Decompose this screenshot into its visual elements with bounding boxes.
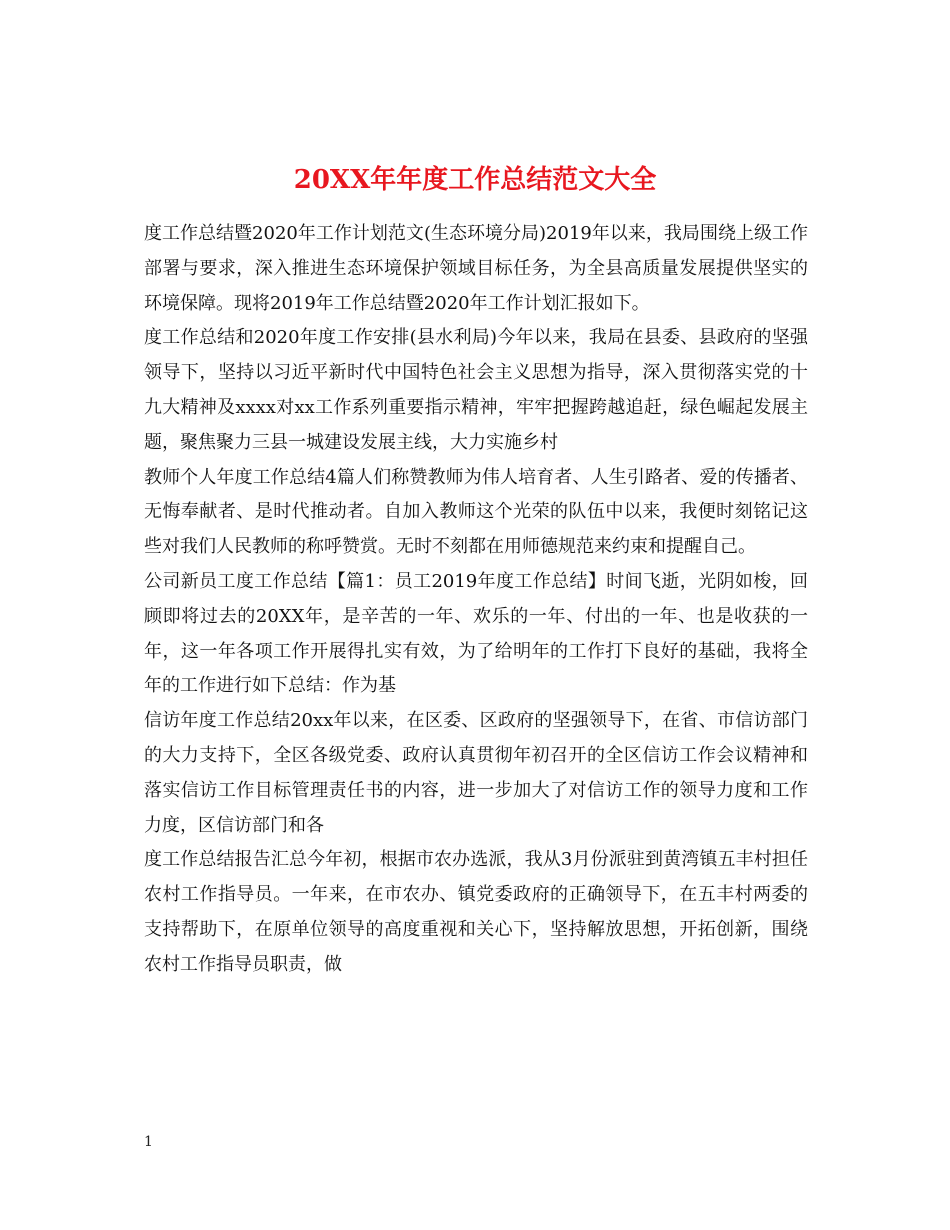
paragraph-environment-bureau: 度工作总结暨2020年工作计划范文(生态环境分局)2019年以来，我局围绕上级工作部署与要求，深入推进生态环境保护领域目标任务，为全县高质量发展提供坚实的环境保障。现将2019年工作总结暨2020年工作计划汇报如下。 — [144, 223, 808, 314]
paragraph-petition-summary: 信访年度工作总结20xx年以来，在区委、区政府的坚强领导下，在省、市信访部门的大力支持下，全区各级党委、政府认真贯彻年初召开的全区信访工作会议精神和落实信访工作目标管理责任书的内容，进一步加大了对信访工作的领导力度和工作力度，区信访部门和各 — [144, 710, 808, 836]
page-number: 1 — [144, 1134, 153, 1150]
paragraph-new-employee-summary: 公司新员工度工作总结【篇1：员工2019年度工作总结】时间飞逝，光阴如梭，回顾即将过去的20XX年，是辛苦的一年、欢乐的一年、付出的一年、也是收获的一年，这一年各项工作开展得扎实有效，为了给明年的工作打下良好的基础，我将全年的工作进行如下总结：作为基 — [144, 570, 808, 697]
paragraph-teacher-summary: 教师个人年度工作总结4篇人们称赞教师为伟人培育者、人生引路者、爱的传播者、无悔奉献者、是时代推动者。自加入教师这个光荣的队伍中以来，我便时刻铭记这些对我们人民教师的称呼赞赏。无时不刻都在用师德规范来约束和提醒自己。 — [144, 466, 808, 558]
paragraph-village-guide-summary: 度工作总结报告汇总今年初，根据市农办选派，我从3月份派驻到黄湾镇五丰村担任农村工作指导员。一年来，在市农办、镇党委政府的正确领导下，在五丰村两委的支持帮助下，在原单位领导的高度重视和关心下，坚持解放思想，开拓创新，围绕农村工作指导员职责，做 — [144, 849, 808, 975]
paragraph-water-bureau: 度工作总结和2020年度工作安排(县水利局)今年以来，我局在县委、县政府的坚强领导下，坚持以习近平新时代中国特色社会主义思想为指导，深入贯彻落实党的十九大精神及xxxx对xx工作系列重要指示精神，牢牢把握跨越追赶，绿色崛起发展主题，聚焦聚力三县一城建设发展主线，大力实施乡村 — [144, 327, 808, 453]
document-title: 20XX年年度工作总结范文大全 — [293, 165, 657, 196]
document-body — [144, 217, 808, 983]
